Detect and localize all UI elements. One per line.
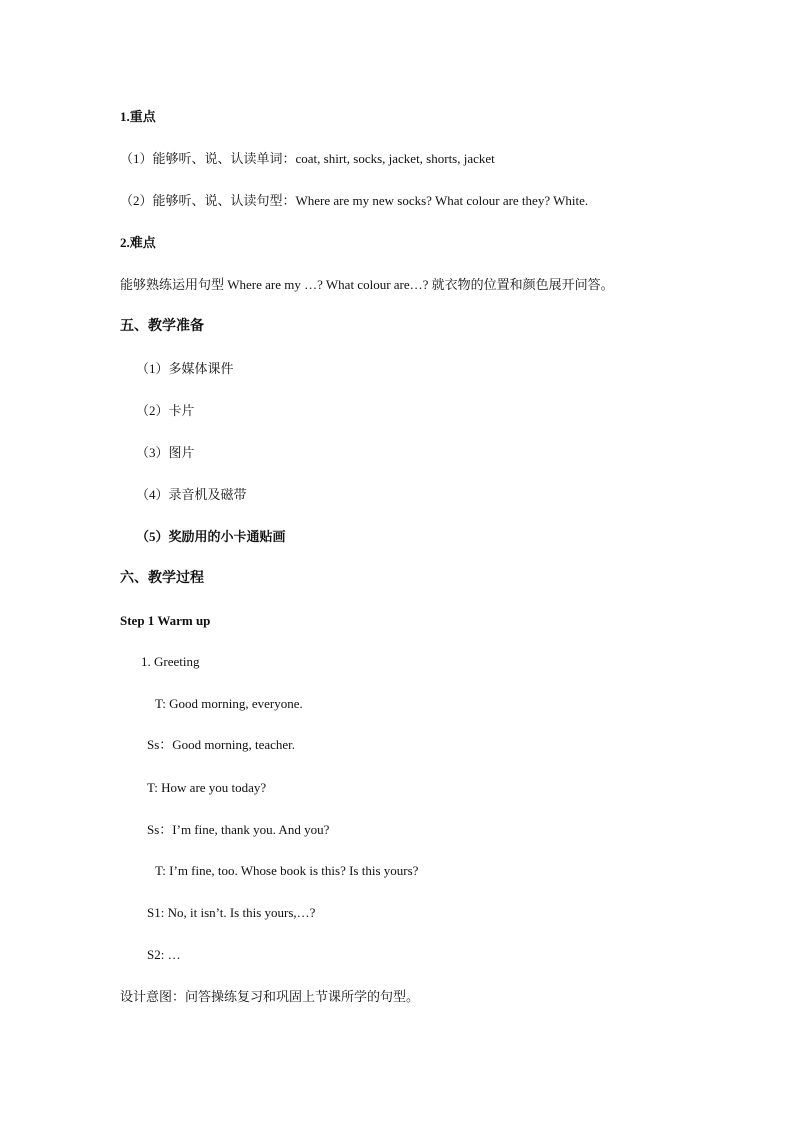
dialogue-line: T: I’m fine, too. Whose book is this? Is this yours? — [155, 863, 419, 878]
difficult-points-heading: 2.难点 — [120, 235, 156, 250]
key-points-heading: 1.重点 — [120, 109, 156, 124]
preparation-item-1: （1）多媒体课件 — [136, 361, 234, 376]
preparation-item-2: （2）卡片 — [136, 403, 195, 418]
dialogue-line: T: Good morning, everyone. — [155, 696, 303, 711]
dialogue-line: Ss：Good morning, teacher. — [147, 737, 296, 752]
design-intent-text: 设计意图：问答操练复习和巩固上节课所学的句型。 — [120, 989, 420, 1004]
greeting-heading: 1. Greeting — [141, 654, 200, 669]
preparation-item-5: （5）奖励用的小卡通贴画 — [136, 529, 286, 544]
preparation-heading: 五、教学准备 — [120, 319, 204, 334]
key-point-item-1: （1）能够听、说、认读单词：coat, shirt, socks, jacket, shorts, jacket — [120, 151, 495, 166]
difficult-points-text: 能够熟练运用句型 Where are my …? What colour are…? 就衣物的位置和颜色展开问答。 — [120, 277, 614, 292]
preparation-item-3: （3）图片 — [136, 445, 195, 460]
dialogue-line: Ss：I’m fine, thank you. And you? — [147, 822, 330, 837]
dialogue-line: S2: … — [147, 947, 181, 962]
dialogue-line: T: How are you today? — [147, 780, 267, 795]
key-point-item-2: （2）能够听、说、认读句型：Where are my new socks? What colour are they? White. — [120, 193, 589, 208]
step1-heading: Step 1 Warm up — [120, 613, 211, 628]
process-heading: 六、教学过程 — [120, 571, 204, 586]
dialogue-line: S1: No, it isn’t. Is this yours,…? — [147, 905, 316, 920]
preparation-item-4: （4）录音机及磁带 — [136, 487, 247, 502]
